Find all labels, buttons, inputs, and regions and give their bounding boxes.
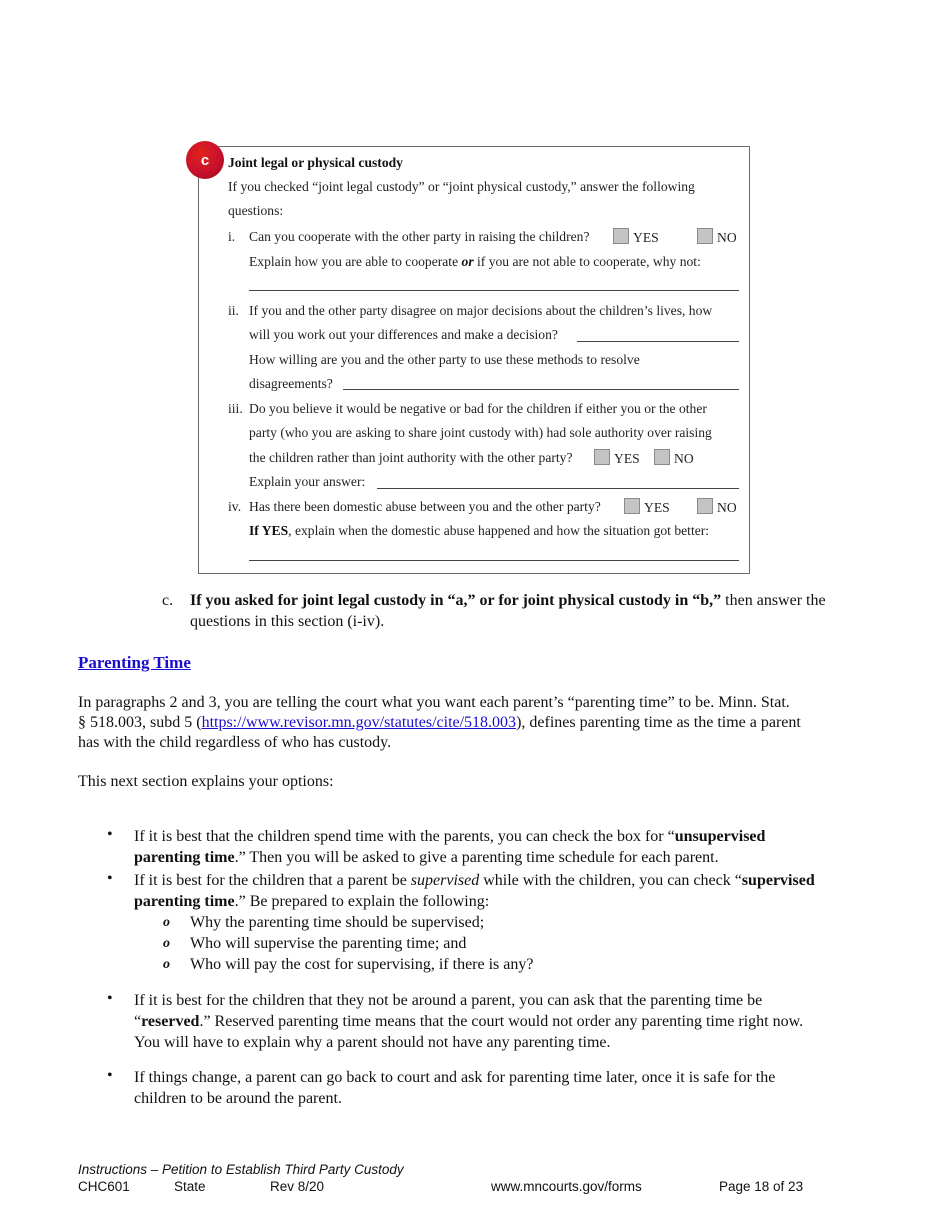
excerpt-intro-line2: questions: [228, 203, 284, 218]
question-iv-ifyes: If YES, explain when the domestic abuse happened and how the situation got better: [249, 523, 710, 538]
question-number-iv: iv. [228, 499, 242, 514]
question-number-i: i. [228, 229, 236, 244]
sub-bullet-3: Who will pay the cost for supervising, if there is any? [190, 956, 534, 973]
excerpt-title: Joint legal or physical custody [228, 155, 403, 170]
question-iii-explain: Explain your answer: [249, 474, 366, 489]
para2: This next section explains your options: [78, 773, 334, 790]
para1-line3: has with the child regardless of who has custody. [78, 734, 392, 751]
item-c-line1: If you asked for joint legal custody in “a,” or for joint physical custody in “b,” then answer the [190, 592, 826, 609]
question-ii-line2: will you work out your differences and make a decision? [249, 327, 558, 342]
question-iii-line2: party (who you are asking to share joint custody with) had sole authority over raising [249, 425, 712, 440]
section-badge-c [186, 141, 224, 179]
footer-form-code: CHC601 [78, 1179, 130, 1194]
sub-bullet-1: Why the parenting time should be supervised; [190, 914, 485, 931]
q3-yes-checkbox [594, 449, 610, 465]
sub-bullet-3-glyph: o [163, 957, 170, 972]
q4-no-label: NO [717, 500, 737, 515]
bullet-2-line1: If it is best for the children that a parent be supervised while with the children, you can check “supervised [134, 872, 815, 889]
bullet-4-line1: If things change, a parent can go back to court and ask for parenting time later, once it is safe for the [134, 1069, 776, 1086]
q2-answer-line-b [343, 389, 739, 390]
q3-yes-label: YES [614, 451, 640, 466]
item-c-line2: questions in this section (i-iv). [190, 613, 385, 630]
sub-bullet-2: Who will supervise the parenting time; and [190, 935, 467, 952]
q4-yes-checkbox [624, 498, 640, 514]
para1-line2: § 518.003, subd 5 (https://www.revisor.mn.gov/statutes/cite/518.003), defines parenting time as the time a parent [78, 714, 801, 731]
q1-no-label: NO [717, 230, 737, 245]
q4-answer-line [249, 560, 739, 561]
q2-answer-line-a [577, 341, 739, 342]
statute-link[interactable]: https://www.revisor.mn.gov/statutes/cite/518.003 [201, 714, 517, 731]
bullet-3-line1: If it is best for the children that they not be around a parent, you can ask that the parenting time be [134, 992, 763, 1009]
question-i-explain: Explain how you are able to cooperate or if you are not able to cooperate, why not: [249, 254, 701, 269]
q4-no-option [697, 498, 737, 516]
question-i-text: Can you cooperate with the other party in raising the children? [249, 229, 590, 244]
bullet-3-glyph: • [107, 990, 113, 1007]
q4-yes-label: YES [644, 500, 670, 515]
question-ii-line1: If you and the other party disagree on major decisions about the children’s lives, how [249, 303, 713, 318]
q1-yes-label: YES [633, 230, 659, 245]
q3-no-option [654, 449, 694, 467]
q3-no-label: NO [674, 451, 694, 466]
footer-jurisdiction: State [174, 1179, 206, 1194]
question-iii-line3: the children rather than joint authority with the other party? [249, 450, 573, 465]
q3-no-checkbox [654, 449, 670, 465]
para1-line1: In paragraphs 2 and 3, you are telling the court what you want each parent’s “parenting time” to be. Minn. Stat. [78, 694, 790, 711]
q1-no-option [697, 228, 737, 246]
bullet-3-line2: “reserved.” Reserved parenting time means that the court would not order any parenting time right now. [134, 1013, 804, 1030]
q1-no-checkbox [697, 228, 713, 244]
q1-yes-option [613, 228, 659, 246]
badge-letter: c [200, 151, 210, 169]
bullet-4-glyph: • [107, 1067, 113, 1084]
q4-yes-option [624, 498, 670, 516]
section-heading-parenting-time[interactable]: Parenting Time [78, 653, 191, 672]
sub-bullet-1-glyph: o [163, 915, 170, 930]
question-number-iii: iii. [228, 401, 243, 416]
q3-answer-line [377, 488, 739, 489]
question-ii-line3: How willing are you and the other party to use these methods to resolve [249, 352, 640, 367]
question-number-ii: ii. [228, 303, 239, 318]
footer-url[interactable]: www.mncourts.gov/forms [491, 1179, 642, 1194]
excerpt-intro-line1: If you checked “joint legal custody” or “joint physical custody,” answer the following [228, 179, 695, 194]
question-ii-line4: disagreements? [249, 376, 333, 391]
question-iv-text: Has there been domestic abuse between you and the other party? [249, 499, 601, 514]
bullet-4-line2: children to be around the parent. [134, 1090, 342, 1107]
bullet-1-line1: If it is best that the children spend time with the parents, you can check the box for “unsupervised [134, 828, 766, 845]
q1-answer-line [249, 290, 739, 291]
item-c-letter: c. [162, 592, 174, 609]
q3-yes-option [594, 449, 640, 467]
question-iii-line1: Do you believe it would be negative or bad for the children if either you or the other [249, 401, 707, 416]
sub-bullet-2-glyph: o [163, 936, 170, 951]
bullet-1-glyph: • [107, 826, 113, 843]
footer-revision: Rev 8/20 [270, 1179, 325, 1194]
q1-yes-checkbox [613, 228, 629, 244]
bullet-3-line3: You will have to explain why a parent should not have any parenting time. [134, 1034, 611, 1051]
footer-title: Instructions – Petition to Establish Third Party Custody [78, 1162, 404, 1177]
bullet-2-line2: parenting time.” Be prepared to explain the following: [134, 893, 490, 910]
bullet-2-glyph: • [107, 870, 113, 887]
footer-page-number: Page 18 of 23 [719, 1179, 804, 1194]
q4-no-checkbox [697, 498, 713, 514]
bullet-1-line2: parenting time.” Then you will be asked to give a parenting time schedule for each parent. [134, 849, 719, 866]
